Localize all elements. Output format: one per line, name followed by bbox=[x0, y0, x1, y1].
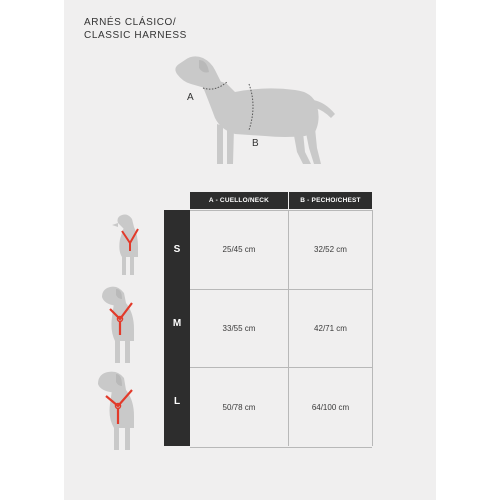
title-line-1: ARNÉS CLÁSICO/ bbox=[84, 17, 177, 28]
cell-m-neck: 33/55 cm bbox=[222, 324, 256, 333]
header-neck: A - CUELLO/NECK bbox=[190, 192, 288, 209]
medium-dog-harness-icon bbox=[96, 285, 148, 367]
page-title bbox=[84, 16, 187, 42]
small-dog-harness-icon bbox=[108, 213, 150, 279]
size-label-s: S bbox=[173, 244, 181, 255]
title-line-2: CLASSIC HARNESS bbox=[84, 30, 187, 41]
size-label-l: L bbox=[173, 396, 181, 407]
large-dog-harness-icon bbox=[94, 370, 146, 454]
cell-m-chest: 42/71 cm bbox=[314, 324, 347, 333]
label-b: B bbox=[252, 138, 259, 149]
cell-l-chest: 64/100 cm bbox=[311, 402, 350, 412]
size-column bbox=[164, 210, 190, 446]
cell-l-neck: 50/78 cm bbox=[222, 402, 256, 412]
header-chest: B - PECHO/CHEST bbox=[289, 192, 372, 209]
cell-s-chest: 32/52 cm bbox=[314, 245, 347, 254]
dog-measurement-illustration bbox=[165, 48, 340, 173]
cell-s-neck: 25/45 cm bbox=[222, 245, 256, 254]
size-label-m: M bbox=[172, 318, 182, 329]
grid-border-right bbox=[372, 210, 373, 446]
label-a: A bbox=[187, 92, 194, 103]
